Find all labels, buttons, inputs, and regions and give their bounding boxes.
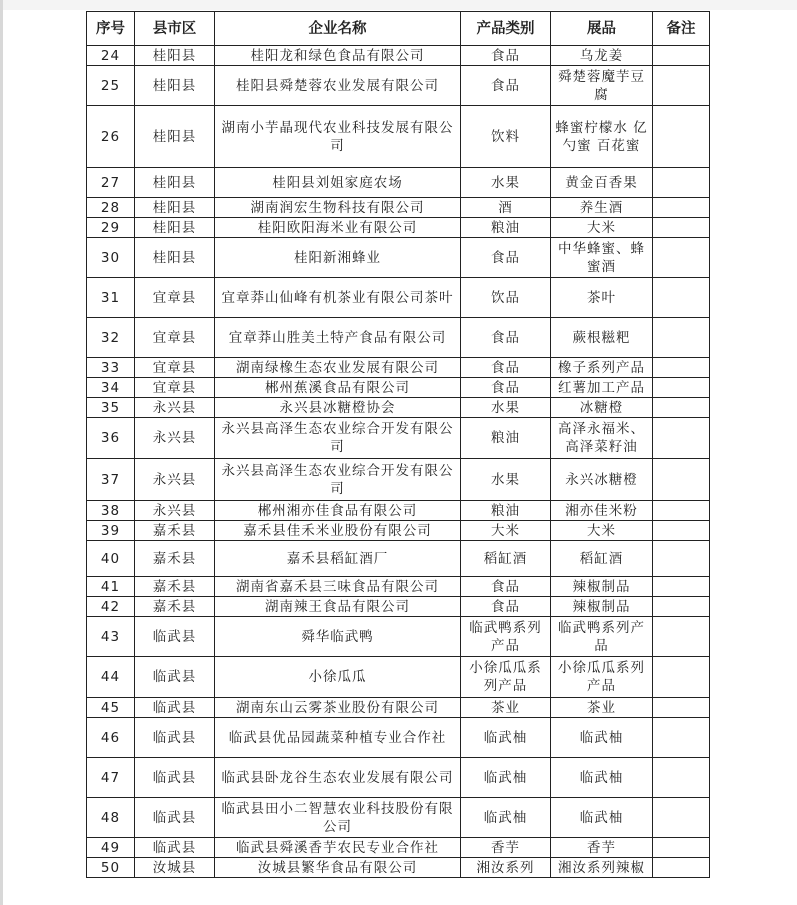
- row-index: 29: [87, 218, 135, 238]
- row-county: 桂阳县: [135, 168, 215, 198]
- row-company: 嘉禾县佳禾米业股份有限公司: [215, 521, 461, 541]
- row-remarks: [653, 501, 710, 521]
- row-company: 临武县舜溪香芋农民专业合作社: [215, 838, 461, 858]
- row-index: 25: [87, 66, 135, 106]
- row-county: 桂阳县: [135, 106, 215, 168]
- row-county: 临武县: [135, 758, 215, 798]
- row-county: 桂阳县: [135, 66, 215, 106]
- row-county: 桂阳县: [135, 198, 215, 218]
- table-row: [87, 168, 710, 198]
- table-row: [87, 858, 710, 878]
- table-row: [87, 459, 710, 501]
- row-index: 30: [87, 238, 135, 278]
- page-left-edge: [0, 0, 3, 905]
- row-category: 饮料: [461, 106, 551, 168]
- table-row: [87, 66, 710, 106]
- table-row: [87, 698, 710, 718]
- table-row: [87, 318, 710, 358]
- row-category: 湘汝系列: [461, 858, 551, 878]
- table-row: [87, 46, 710, 66]
- row-county: 永兴县: [135, 501, 215, 521]
- row-index: 34: [87, 378, 135, 398]
- row-index: 31: [87, 278, 135, 318]
- page-top-edge: [0, 0, 797, 10]
- row-company: 桂阳县刘姐家庭农场: [215, 168, 461, 198]
- row-remarks: [653, 459, 710, 501]
- row-company: 小徐瓜瓜: [215, 657, 461, 698]
- row-product: 黄金百香果: [551, 168, 653, 198]
- row-index: 49: [87, 838, 135, 858]
- row-category: 食品: [461, 358, 551, 378]
- row-county: 汝城县: [135, 858, 215, 878]
- table-row: [87, 238, 710, 278]
- row-category: 酒: [461, 198, 551, 218]
- row-product: 茶业: [551, 698, 653, 718]
- table-row: [87, 218, 710, 238]
- row-product: 永兴冰糖橙: [551, 459, 653, 501]
- header-category: 产品类别: [461, 12, 551, 46]
- row-category: 食品: [461, 46, 551, 66]
- row-county: 临武县: [135, 798, 215, 838]
- row-index: 40: [87, 541, 135, 577]
- row-category: 粮油: [461, 501, 551, 521]
- row-product: 辣椒制品: [551, 597, 653, 617]
- table-row: [87, 838, 710, 858]
- row-company: 湖南绿橡生态农业发展有限公司: [215, 358, 461, 378]
- row-category: 食品: [461, 597, 551, 617]
- row-product: 大米: [551, 218, 653, 238]
- row-company: 汝城县繁华食品有限公司: [215, 858, 461, 878]
- row-county: 桂阳县: [135, 218, 215, 238]
- row-company: 桂阳新湘蜂业: [215, 238, 461, 278]
- row-index: 28: [87, 198, 135, 218]
- row-remarks: [653, 758, 710, 798]
- row-product: 临武鸭系列产品: [551, 617, 653, 657]
- row-company: 舜华临武鸭: [215, 617, 461, 657]
- row-remarks: [653, 46, 710, 66]
- row-index: 43: [87, 617, 135, 657]
- row-remarks: [653, 418, 710, 459]
- table-row: [87, 106, 710, 168]
- table-row: [87, 278, 710, 318]
- row-index: 24: [87, 46, 135, 66]
- row-company: 临武县优品园蔬菜种植专业合作社: [215, 718, 461, 758]
- row-category: 水果: [461, 168, 551, 198]
- row-remarks: [653, 238, 710, 278]
- row-category: 稻缸酒: [461, 541, 551, 577]
- table-row: [87, 758, 710, 798]
- table-body: [87, 46, 710, 878]
- row-category: 临武柚: [461, 718, 551, 758]
- row-category: 水果: [461, 459, 551, 501]
- row-category: 小徐瓜瓜系列产品: [461, 657, 551, 698]
- row-category: 饮品: [461, 278, 551, 318]
- row-county: 宜章县: [135, 278, 215, 318]
- row-category: 食品: [461, 238, 551, 278]
- row-category: 食品: [461, 577, 551, 597]
- row-category: 水果: [461, 398, 551, 418]
- row-index: 32: [87, 318, 135, 358]
- table-row: [87, 398, 710, 418]
- row-product: 茶叶: [551, 278, 653, 318]
- row-category: 食品: [461, 66, 551, 106]
- row-index: 42: [87, 597, 135, 617]
- row-county: 永兴县: [135, 459, 215, 501]
- row-remarks: [653, 106, 710, 168]
- header-company: 企业名称: [215, 12, 461, 46]
- row-product: 中华蜂蜜、蜂蜜酒: [551, 238, 653, 278]
- row-company: 宜章莽山胜美土特产食品有限公司: [215, 318, 461, 358]
- row-county: 临武县: [135, 698, 215, 718]
- row-category: 大米: [461, 521, 551, 541]
- header-product: 展品: [551, 12, 653, 46]
- row-category: 香芋: [461, 838, 551, 858]
- row-index: 39: [87, 521, 135, 541]
- row-company: 湖南润宏生物科技有限公司: [215, 198, 461, 218]
- row-category: 粮油: [461, 218, 551, 238]
- row-remarks: [653, 577, 710, 597]
- row-product: 橡子系列产品: [551, 358, 653, 378]
- row-product: 香芋: [551, 838, 653, 858]
- row-remarks: [653, 398, 710, 418]
- row-product: 临武柚: [551, 798, 653, 838]
- row-company: 永兴县高泽生态农业综合开发有限公司: [215, 418, 461, 459]
- table-row: [87, 198, 710, 218]
- row-index: 37: [87, 459, 135, 501]
- row-county: 宜章县: [135, 358, 215, 378]
- row-product: 临武柚: [551, 718, 653, 758]
- row-product: 稻缸酒: [551, 541, 653, 577]
- row-index: 33: [87, 358, 135, 378]
- row-index: 48: [87, 798, 135, 838]
- row-county: 永兴县: [135, 398, 215, 418]
- row-remarks: [653, 521, 710, 541]
- row-product: 辣椒制品: [551, 577, 653, 597]
- row-index: 47: [87, 758, 135, 798]
- row-product: 小徐瓜瓜系列产品: [551, 657, 653, 698]
- table-row: [87, 577, 710, 597]
- row-product: 舜楚蓉魔芋豆腐: [551, 66, 653, 106]
- row-product: 养生酒: [551, 198, 653, 218]
- row-product: 冰糖橙: [551, 398, 653, 418]
- row-remarks: [653, 318, 710, 358]
- row-remarks: [653, 597, 710, 617]
- row-remarks: [653, 838, 710, 858]
- row-remarks: [653, 66, 710, 106]
- header-remarks: 备注: [653, 12, 710, 46]
- row-remarks: [653, 617, 710, 657]
- row-company: 嘉禾县稻缸酒厂: [215, 541, 461, 577]
- row-product: 湘亦佳米粉: [551, 501, 653, 521]
- table-row: [87, 597, 710, 617]
- row-category: 粮油: [461, 418, 551, 459]
- row-county: 嘉禾县: [135, 577, 215, 597]
- table-row: [87, 418, 710, 459]
- row-category: 临武柚: [461, 758, 551, 798]
- row-product: 乌龙姜: [551, 46, 653, 66]
- row-remarks: [653, 541, 710, 577]
- row-remarks: [653, 198, 710, 218]
- row-company: 宜章莽山仙峰有机茶业有限公司茶叶: [215, 278, 461, 318]
- row-company: 临武县田小二智慧农业科技股份有限公司: [215, 798, 461, 838]
- row-company: 桂阳欧阳海米业有限公司: [215, 218, 461, 238]
- row-remarks: [653, 378, 710, 398]
- table-row: [87, 798, 710, 838]
- table-row: [87, 501, 710, 521]
- table-row: [87, 617, 710, 657]
- row-company: 湖南小芋晶现代农业科技发展有限公司: [215, 106, 461, 168]
- row-category: 临武柚: [461, 798, 551, 838]
- row-category: 食品: [461, 318, 551, 358]
- row-product: 大米: [551, 521, 653, 541]
- row-index: 44: [87, 657, 135, 698]
- table-row: [87, 378, 710, 398]
- row-remarks: [653, 798, 710, 838]
- row-county: 桂阳县: [135, 238, 215, 278]
- row-category: 临武鸭系列产品: [461, 617, 551, 657]
- row-product: 临武柚: [551, 758, 653, 798]
- row-category: 茶业: [461, 698, 551, 718]
- row-index: 46: [87, 718, 135, 758]
- row-county: 临武县: [135, 718, 215, 758]
- row-county: 临武县: [135, 838, 215, 858]
- row-index: 26: [87, 106, 135, 168]
- row-category: 食品: [461, 378, 551, 398]
- row-county: 嘉禾县: [135, 597, 215, 617]
- row-remarks: [653, 358, 710, 378]
- row-county: 临武县: [135, 617, 215, 657]
- table-row: [87, 521, 710, 541]
- row-index: 36: [87, 418, 135, 459]
- row-county: 嘉禾县: [135, 521, 215, 541]
- row-product: 高泽永福米、高泽菜籽油: [551, 418, 653, 459]
- row-company: 桂阳龙和绿色食品有限公司: [215, 46, 461, 66]
- row-company: 湖南省嘉禾县三味食品有限公司: [215, 577, 461, 597]
- header-county: 县市区: [135, 12, 215, 46]
- row-company: 永兴县冰糖橙协会: [215, 398, 461, 418]
- row-county: 嘉禾县: [135, 541, 215, 577]
- table-header-row: [87, 12, 710, 46]
- row-remarks: [653, 278, 710, 318]
- row-county: 宜章县: [135, 378, 215, 398]
- row-index: 35: [87, 398, 135, 418]
- table-row: [87, 657, 710, 698]
- row-company: 郴州蕉溪食品有限公司: [215, 378, 461, 398]
- row-company: 永兴县高泽生态农业综合开发有限公司: [215, 459, 461, 501]
- row-index: 41: [87, 577, 135, 597]
- row-county: 桂阳县: [135, 46, 215, 66]
- row-index: 50: [87, 858, 135, 878]
- row-product: 湘汝系列辣椒: [551, 858, 653, 878]
- row-product: 蜂蜜柠檬水 亿勺蜜 百花蜜: [551, 106, 653, 168]
- row-remarks: [653, 657, 710, 698]
- row-remarks: [653, 218, 710, 238]
- row-remarks: [653, 858, 710, 878]
- row-remarks: [653, 168, 710, 198]
- header-index: 序号: [87, 12, 135, 46]
- row-county: 永兴县: [135, 418, 215, 459]
- row-index: 45: [87, 698, 135, 718]
- row-company: 湖南东山云雾茶业股份有限公司: [215, 698, 461, 718]
- row-product: 蕨根糍粑: [551, 318, 653, 358]
- table-row: [87, 718, 710, 758]
- row-company: 临武县卧龙谷生态农业发展有限公司: [215, 758, 461, 798]
- row-company: 郴州湘亦佳食品有限公司: [215, 501, 461, 521]
- row-county: 宜章县: [135, 318, 215, 358]
- row-remarks: [653, 698, 710, 718]
- row-index: 27: [87, 168, 135, 198]
- row-product: 红薯加工产品: [551, 378, 653, 398]
- row-remarks: [653, 718, 710, 758]
- row-index: 38: [87, 501, 135, 521]
- table-row: [87, 358, 710, 378]
- row-company: 桂阳县舜楚蓉农业发展有限公司: [215, 66, 461, 106]
- table-row: [87, 541, 710, 577]
- exhibitor-table: [86, 11, 710, 878]
- row-company: 湖南辣王食品有限公司: [215, 597, 461, 617]
- row-county: 临武县: [135, 657, 215, 698]
